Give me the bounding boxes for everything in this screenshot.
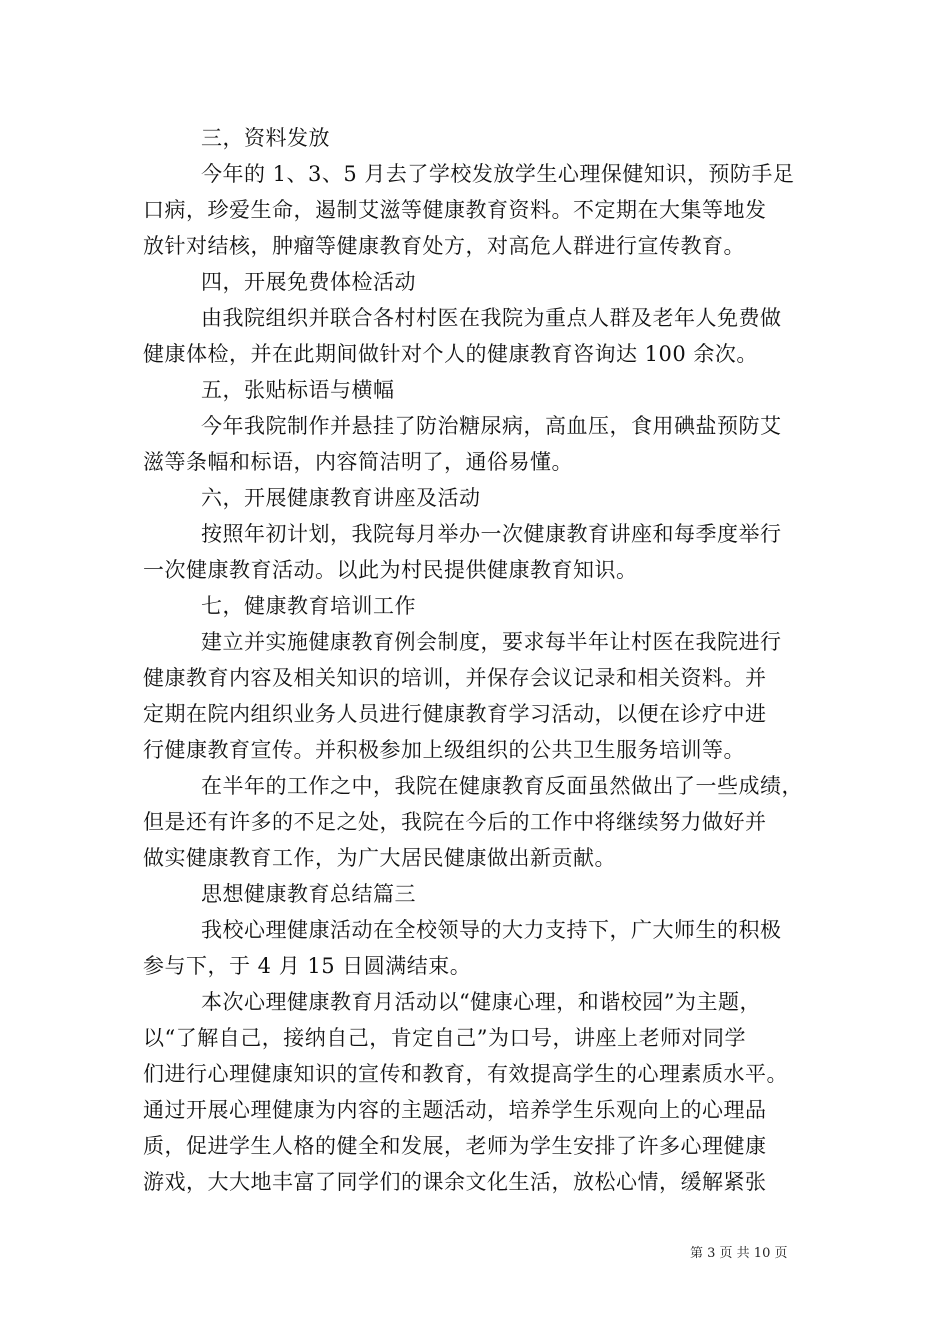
text-line: 今年我院制作并悬挂了防治糖尿病，高血压，食用碘盐预防艾 — [201, 414, 782, 438]
text-line: 五，张贴标语与横幅 — [201, 378, 395, 402]
text-line: 三，资料发放 — [201, 126, 330, 150]
text-line: 建立并实施健康教育例会制度，要求每半年让村医在我院进行 — [201, 630, 782, 654]
text-line: 四，开展免费体检活动 — [201, 270, 416, 294]
text-line: 健康教育内容及相关知识的培训，并保存会议记录和相关资料。并 — [143, 666, 767, 690]
text-line: 在半年的工作之中，我院在健康教育反面虽然做出了一些成绩， — [201, 774, 803, 798]
text-line: 六，开展健康教育讲座及活动 — [201, 486, 481, 510]
text-line: 以“了解自己，接纳自己，肯定自己”为口号，讲座上老师对同学 — [143, 1026, 746, 1050]
document-body — [143, 120, 823, 1200]
text-line: 按照年初计划，我院每月举办一次健康教育讲座和每季度举行 — [201, 522, 782, 546]
text-line: 滋等条幅和标语，内容简洁明了，通俗易懂。 — [143, 450, 573, 474]
text-line: 们进行心理健康知识的宣传和教育，有效提高学生的心理素质水平。 — [143, 1062, 788, 1086]
text-line: 游戏，大大地丰富了同学们的课余文化生活，放松心情，缓解紧张 — [143, 1170, 767, 1194]
text-line: 放针对结核，肿瘤等健康教育处方，对高危人群进行宣传教育。 — [143, 234, 745, 258]
text-line: 行健康教育宣传。并积极参加上级组织的公共卫生服务培训等。 — [143, 738, 745, 762]
page-number: 第 3 页 共 10 页 — [690, 1246, 788, 1261]
text-line: 我校心理健康活动在全校领导的大力支持下，广大师生的积极 — [201, 918, 782, 942]
text-line: 由我院组织并联合各村村医在我院为重点人群及老年人免费做 — [201, 306, 782, 330]
text-line: 定期在院内组织业务人员进行健康教育学习活动，以便在诊疗中进 — [143, 702, 767, 726]
text-line: 做实健康教育工作，为广大居民健康做出新贡献。 — [143, 846, 616, 870]
text-line: 七，健康教育培训工作 — [201, 594, 416, 618]
text-line: 本次心理健康教育月活动以“健康心理，和谐校园”为主题， — [201, 990, 761, 1014]
text-line: 但是还有许多的不足之处，我院在今后的工作中将继续努力做好并 — [143, 810, 767, 834]
text-line: 健康体检，并在此期间做针对个人的健康教育咨询达 100 余次。 — [143, 342, 758, 366]
text-line: 质，促进学生人格的健全和发展，老师为学生安排了许多心理健康 — [143, 1134, 767, 1158]
text-line: 思想健康教育总结篇三 — [201, 882, 416, 906]
text-line: 今年的 1、3、5 月去了学校发放学生心理保健知识，预防手足 — [201, 162, 795, 186]
text-line: 口病，珍爱生命，遏制艾滋等健康教育资料。不定期在大集等地发 — [143, 198, 767, 222]
text-line: 参与下，于 4 月 15 日圆满结束。 — [143, 954, 472, 978]
text-line: 一次健康教育活动。以此为村民提供健康教育知识。 — [143, 558, 638, 582]
text-line: 通过开展心理健康为内容的主题活动，培养学生乐观向上的心理品 — [143, 1098, 767, 1122]
